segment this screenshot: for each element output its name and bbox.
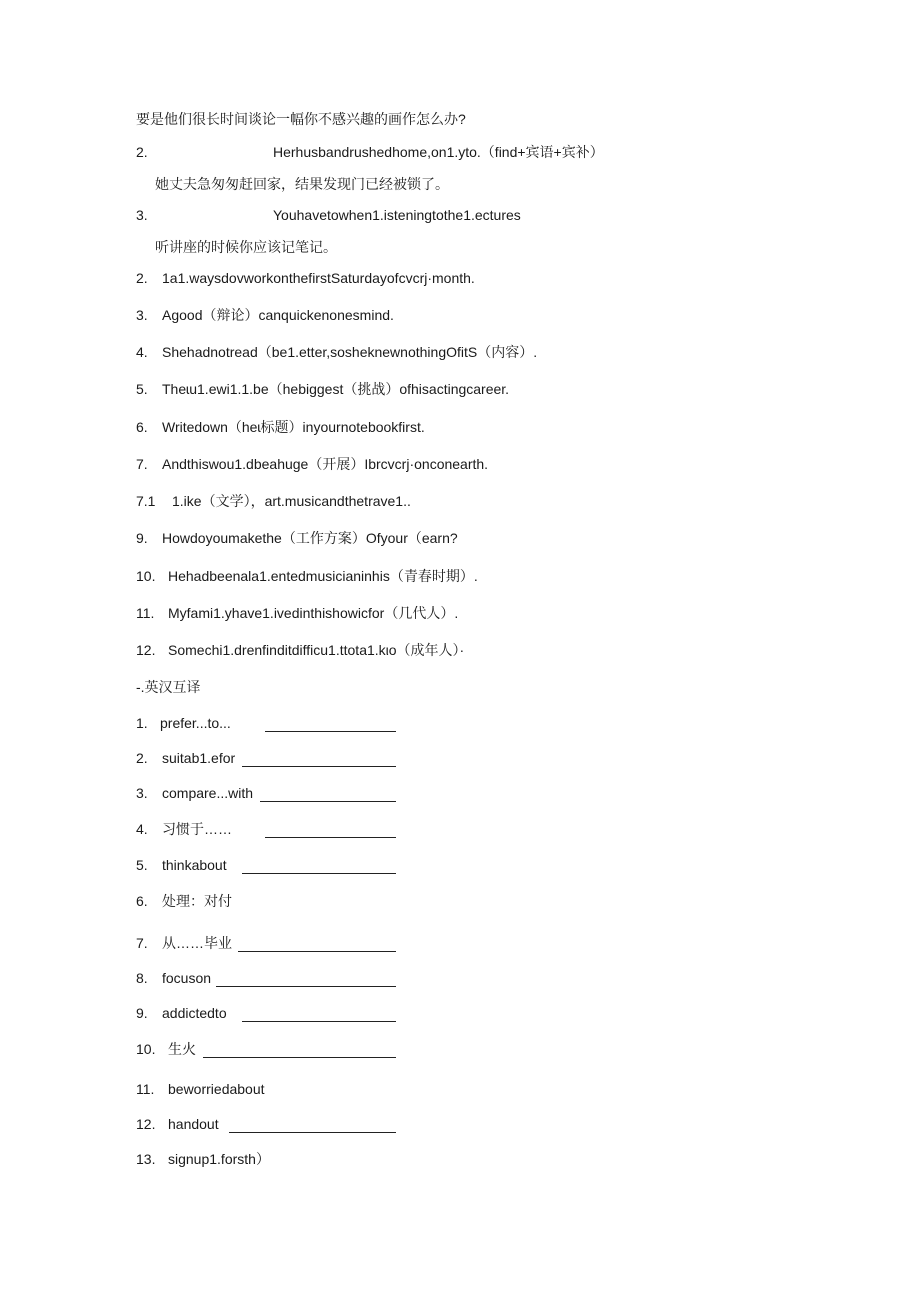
answer-blank[interactable] [260, 801, 396, 802]
answer-blank[interactable] [203, 1057, 396, 1058]
translation-item-english: Youhavetowhen1.isteningtothe1.ectures [273, 207, 521, 223]
intro-question: 要是他们很长时间谈论一幅你不感兴趣的画作怎么办? [136, 111, 466, 127]
fill-item-number: 5. [136, 381, 148, 397]
answer-blank[interactable] [229, 1132, 396, 1133]
fill-item-text: Writedown（heɩ标题）inyournotebookfirst. [162, 419, 425, 435]
vocab-item-text: beworriedabout [168, 1081, 265, 1097]
translation-item-english: Herhusbandrushedhome,on1.yto.（find+宾语+宾补） [273, 144, 604, 160]
vocab-item-text: compare...with [162, 785, 254, 801]
vocab-item-text: prefer...to... [160, 715, 231, 731]
fill-item-text: Myfami1.yhave1.ivedinthishowicfor（几代人）. [168, 605, 459, 621]
vocab-item-number: 6. [136, 893, 148, 909]
translation-item-number: 2. [136, 144, 148, 160]
fill-item-number: 10. [136, 568, 156, 584]
fill-item-text: Somechi1.drenfinditdifficu1.ttota1.kιo（成年人）· [168, 642, 465, 658]
vocab-item-number: 2. [136, 750, 148, 766]
vocab-item-number: 7. [136, 935, 148, 951]
fill-item-text: Howdoyoumakethe（工作方案）Ofyour（earn? [162, 530, 458, 546]
vocab-item-number: 8. [136, 970, 148, 986]
fill-item-text: Andthiswou1.dbeahuge（开展）Ibrcvcrj·onconearth. [162, 456, 489, 472]
vocab-item-text: 从……毕业 [162, 935, 232, 951]
fill-item-text: Shehadnotread（be1.etter,sosheknewnothingOfitS（内容）. [162, 344, 538, 360]
fill-item-number: 4. [136, 344, 148, 360]
vocab-item-text: 习惯于…… [162, 821, 232, 837]
fill-item-number: 6. [136, 419, 148, 435]
answer-blank[interactable] [242, 1021, 396, 1022]
translation-item-number: 3. [136, 207, 148, 223]
fill-item-text: 1a1.waysdovworkonthefirstSaturdayofcvcrj·month. [162, 270, 475, 286]
vocab-item-number: 13. [136, 1151, 156, 1167]
vocab-item-number: 3. [136, 785, 148, 801]
fill-item-number: 11. [136, 605, 155, 621]
translation-item-chinese: 听讲座的时候你应该记笔记。 [155, 239, 337, 255]
fill-item-number: 3. [136, 307, 148, 323]
vocab-item-text: thinkabout [162, 857, 227, 873]
vocab-item-number: 1. [136, 715, 148, 731]
section-title: -.英汉互译 [136, 679, 201, 695]
translation-item-chinese: 她丈夫急匆匆赶回家，结果发现门已经被锁了。 [155, 176, 449, 192]
fill-item-number: 12. [136, 642, 156, 658]
answer-blank[interactable] [265, 731, 396, 732]
fill-item-number: 7.1 [136, 493, 156, 509]
vocab-item-number: 9. [136, 1005, 148, 1021]
vocab-item-text: 生火 [168, 1041, 196, 1057]
fill-item-number: 9. [136, 530, 148, 546]
vocab-item-number: 4. [136, 821, 148, 837]
vocab-item-text: addictedto [162, 1005, 227, 1021]
answer-blank[interactable] [216, 986, 396, 987]
vocab-item-text: focuson [162, 970, 212, 986]
vocab-item-text: 处理：对付 [162, 893, 232, 909]
vocab-item-number: 10. [136, 1041, 156, 1057]
fill-item-text: Agood（辩论）canquickenonesmind. [162, 307, 394, 323]
fill-item-text: Theɩu1.ewi1.1.be（hebiggest（挑战）ofhisactingcareer. [162, 381, 510, 397]
answer-blank[interactable] [242, 766, 396, 767]
vocab-item-number: 5. [136, 857, 148, 873]
vocab-item-text: suitab1.efor [162, 750, 236, 766]
answer-blank[interactable] [238, 951, 396, 952]
vocab-item-number: 12. [136, 1116, 156, 1132]
vocab-item-text: signup1.forsth） [168, 1151, 270, 1167]
fill-item-number: 7. [136, 456, 148, 472]
fill-item-text: Hehadbeenala1.entedmusicianinhis（青春时期）. [168, 568, 478, 584]
vocab-item-number: 11. [136, 1081, 155, 1097]
answer-blank[interactable] [242, 873, 396, 874]
answer-blank[interactable] [265, 837, 396, 838]
fill-item-text: 1.ike（文学），art.musicandthetrave1.. [172, 493, 411, 509]
fill-item-number: 2. [136, 270, 148, 286]
vocab-item-text: handout [168, 1116, 219, 1132]
